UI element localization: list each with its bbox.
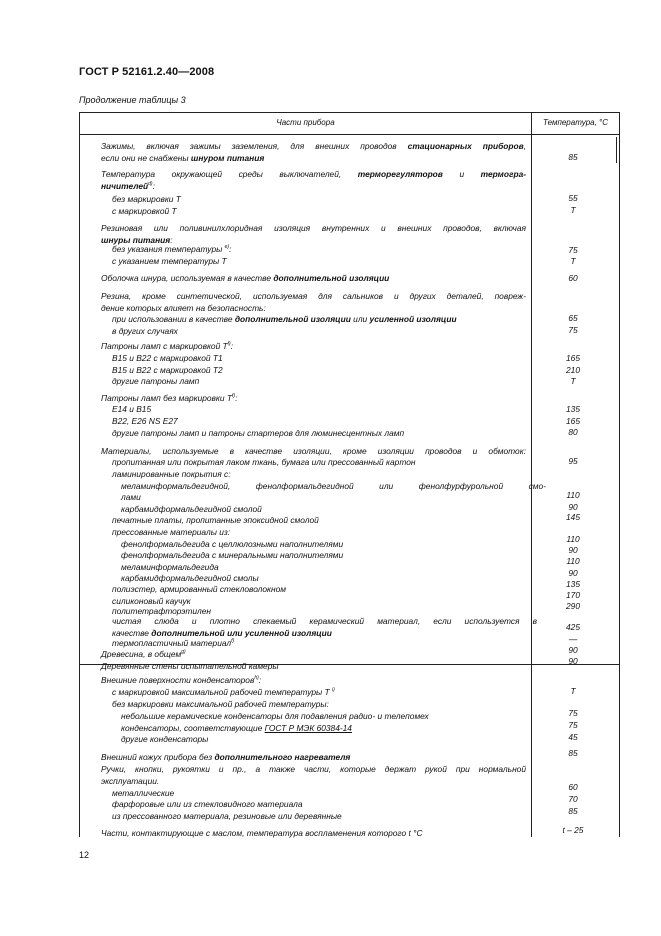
text-segment: Внешние поверхности конденсаторов [101, 675, 255, 685]
row-text [112, 325, 537, 337]
text-segment: другие конденсаторы [121, 734, 209, 744]
row-text [101, 340, 526, 352]
temperature-value: 85 [568, 806, 578, 816]
text-segment: лами [121, 492, 141, 502]
temperature-value: 45 [568, 732, 578, 742]
temperature-value: T [570, 205, 576, 215]
temperature-value: 135 [566, 404, 580, 414]
temperature-value: 170 [566, 590, 580, 600]
text-segment: фарфоровые или из стекловидного материала [112, 799, 303, 809]
text-segment: с указанием температуры Т [112, 256, 227, 266]
text-segment: небольшие керамические конденсаторы для подавления радио- и телепомех [121, 711, 429, 721]
text-segment: чистая слюда и плотно спекаемый керамический материал, если используется в [112, 616, 537, 626]
row-text [112, 427, 537, 439]
row-text [101, 290, 526, 302]
row-text [112, 243, 537, 255]
row-text [112, 375, 537, 387]
temperature-value: 110 [566, 490, 580, 500]
temperature-value: 65 [568, 313, 578, 323]
text-segment: дение которых влияет на безопасность: [101, 303, 266, 313]
temperature-value: 60 [568, 782, 578, 792]
row-text [121, 710, 546, 722]
row-text [112, 456, 537, 468]
row-text [101, 660, 526, 672]
row-text [112, 698, 537, 710]
text-segment: фенолформальдегида с целлюлозными наполнителями [121, 539, 344, 549]
text-segment: другие патроны ламп [112, 376, 200, 386]
text-segment: эксплуатации. [101, 776, 160, 786]
row-text [112, 403, 537, 415]
row-text [101, 168, 526, 180]
text-segment: если они не снабжены [101, 153, 191, 163]
temperature-value: 425 [566, 622, 580, 632]
row-text [101, 272, 526, 284]
table-continuation-caption: Продолжение таблицы 3 [79, 95, 186, 105]
text-segment: силиконовый каучук [112, 596, 191, 606]
row-text [112, 255, 537, 267]
temperature-value: 90 [568, 645, 578, 655]
row-text [101, 222, 526, 234]
temperature-value: 165 [566, 416, 580, 426]
temperature-value: 135 [566, 579, 580, 589]
row-text [112, 810, 537, 822]
text-segment: : [230, 341, 234, 351]
text-segment: Внешний кожух прибора без [101, 752, 215, 762]
text-segment: Части, контактирующие с маслом, температура воспламенения которого t °С [101, 828, 423, 838]
temperature-value: 90 [568, 568, 578, 578]
temperature-value: 85 [568, 152, 578, 162]
row-text [112, 468, 537, 480]
row-text [101, 827, 526, 839]
row-text [112, 205, 537, 217]
text-segment: прессованные материалы из: [112, 527, 231, 537]
temperature-value: 110 [566, 556, 580, 566]
text-segment: ламинированные покрытия с: [112, 469, 231, 479]
row-text [101, 751, 526, 763]
temperature-value: 210 [566, 365, 580, 375]
text-segment: Древесина, в общем [101, 649, 182, 659]
text-segment: качестве [112, 628, 152, 638]
text-segment: : [229, 244, 232, 254]
temperature-value: 75 [568, 325, 578, 335]
row-text [112, 193, 537, 205]
row-text [121, 733, 546, 745]
temperature-value: 55 [568, 193, 578, 203]
row-text [112, 514, 537, 526]
text-segment: Патроны ламп без маркировки Т [101, 393, 232, 403]
header-rule [80, 134, 619, 135]
text-segment: Патроны ламп с маркировкой Т [101, 341, 228, 351]
column-header-temperature: Температура, °С [542, 118, 609, 127]
text-segment: , [523, 141, 527, 151]
text-segment: : [170, 235, 173, 245]
row-text [101, 674, 526, 686]
text-segment: Резиновая или поливинилхлоридная изоляция внутренних и внешних проводов, включая [101, 223, 526, 233]
footnote-mark: g) [181, 649, 186, 655]
text-segment: Резина, кроме синтетической, используемая для сальников и других деталей, повреж- [101, 291, 526, 301]
defined-term: термогра- [480, 169, 527, 179]
text-segment: : [258, 675, 262, 685]
page-number: 12 [79, 850, 90, 860]
defined-term: шнуры питания [101, 235, 171, 245]
row-text [101, 152, 526, 164]
temperature-value: 110 [566, 534, 580, 544]
temperature-value: 80 [568, 427, 578, 437]
text-segment: карбамидформальдегидной смолой [121, 504, 262, 514]
row-text [112, 583, 537, 595]
standard-reference: ГОСТ Р МЭК 60384-14 [264, 723, 352, 733]
text-segment: В15 и В22 с маркировкой Т2 [112, 365, 223, 375]
text-segment: политетрафторэтилен [112, 606, 212, 616]
text-segment: при использовании в качестве [112, 314, 235, 324]
defined-term: дополнительного нагревателя [214, 752, 351, 762]
row-text [101, 648, 526, 660]
temperature-value: 85 [568, 748, 578, 758]
defined-term: шнуром питания [190, 153, 265, 163]
temperature-value: 60 [568, 273, 578, 283]
temperature-value: 75 [568, 720, 578, 730]
temperature-value: 75 [568, 245, 578, 255]
temperature-value: T [570, 376, 576, 386]
row-text [101, 763, 526, 775]
row-text [112, 352, 537, 364]
text-segment: : [152, 181, 155, 191]
column-header-parts: Части прибора [276, 118, 335, 127]
footnote-mark: f) [227, 341, 231, 347]
text-segment: без указания температуры [112, 244, 225, 254]
text-segment: меламинформальдегида [121, 562, 219, 572]
text-segment: Зажимы, включая зажимы заземления, для внешних проводов [101, 141, 408, 151]
text-segment: Е14 и В15 [112, 404, 152, 414]
defined-term: усиленной изоляции [369, 314, 457, 324]
text-segment: В15 и В22 с маркировкой Т1 [112, 353, 223, 363]
footnote-mark: f) [231, 638, 235, 644]
row-text [101, 775, 526, 787]
text-segment: термопластичный материал [112, 638, 232, 648]
text-segment: без маркировки максимальной рабочей температуры: [112, 699, 329, 709]
footnote-mark: e) [224, 244, 230, 250]
text-segment: из прессованного материала, резиновые или деревянные [112, 811, 342, 821]
temperature-value: 290 [566, 601, 580, 611]
row-text [112, 415, 537, 427]
text-segment: пропитанная или покрытая лаком ткань, бумага или прессованный картон [112, 457, 416, 467]
row-text [112, 313, 537, 325]
temperature-value: t – 25 [562, 825, 584, 835]
row-text [112, 526, 537, 538]
temperature-value: 165 [566, 353, 580, 363]
text-segment: другие патроны ламп и патроны стартеров для люминесцентных ламп [112, 428, 405, 438]
text-segment: Температура окружающей среды выключателей, [101, 169, 358, 179]
footnote-mark: i) [331, 687, 335, 693]
footnote-mark: d) [148, 181, 153, 187]
row-text [101, 180, 526, 192]
row-text [112, 686, 537, 698]
text-segment: и [442, 169, 481, 179]
footnote-mark: h) [254, 675, 259, 681]
text-segment: Ручки, кнопки, рукоятки и пр., а также части, которые держат рукой при нормальной [101, 764, 526, 774]
text-segment: Материалы, используемые в качестве изоляции, кроме изоляции проводов и обмоток: [101, 446, 526, 456]
temperature-value: 70 [568, 794, 578, 804]
row-text [121, 549, 546, 561]
text-segment: В22, Е26 NS Е27 [112, 416, 178, 426]
text-segment: печатные платы, пропитанные эпоксидной смолой [112, 515, 319, 525]
row-text [112, 798, 537, 810]
temperature-value: 90 [568, 502, 578, 512]
text-segment: фенолформальдегида с минеральными наполнителями [121, 550, 344, 560]
defined-term: терморегуляторов [357, 169, 443, 179]
temperature-value: 90 [568, 656, 578, 666]
text-segment: карбамидформальдегидной смолы [121, 573, 259, 583]
text-segment: с маркировкой Т [112, 206, 177, 216]
text-segment: меламинформальдегидной, фенолформальдегидной или фенолфурфурольной смо- [121, 481, 546, 491]
defined-term: ничителей [101, 181, 149, 191]
defined-term: дополнительной изоляции [273, 273, 390, 283]
text-segment: полиэстер, армированный стекловолокном [112, 584, 287, 594]
row-text [101, 140, 526, 152]
defined-term: дополнительной или усиленной изоляции [151, 628, 332, 638]
text-segment: Деревянные стены испытательной камеры [101, 661, 279, 671]
temperature-value: — [568, 634, 578, 644]
temperature-value: T [570, 256, 576, 266]
text-segment: : [235, 393, 238, 403]
standard-number: ГОСТ Р 52161.2.40—2008 [79, 66, 215, 78]
text-segment: металлические [112, 788, 175, 798]
temperature-value: 75 [568, 708, 578, 718]
temperature-value: T [570, 686, 576, 696]
defined-term: стационарных приборов [407, 141, 524, 151]
text-segment: Оболочка шнура, используемая в качестве [101, 273, 274, 283]
footnote-mark: f) [232, 393, 236, 399]
text-segment: с маркировкой максимальной рабочей температуры Т [112, 687, 332, 697]
margin-mark [616, 137, 617, 163]
text-segment: без маркировки Т [112, 194, 181, 204]
temperature-value: 90 [568, 545, 578, 555]
text-segment: или [350, 314, 370, 324]
row-text [121, 491, 546, 503]
defined-term: дополнительной изоляции [234, 314, 351, 324]
text-segment: конденсаторы, соответствующие [121, 723, 265, 733]
temperature-value: 95 [568, 456, 578, 466]
row-text [112, 615, 537, 627]
text-segment: в других случаях [112, 326, 178, 336]
temperature-value: 145 [566, 512, 580, 522]
